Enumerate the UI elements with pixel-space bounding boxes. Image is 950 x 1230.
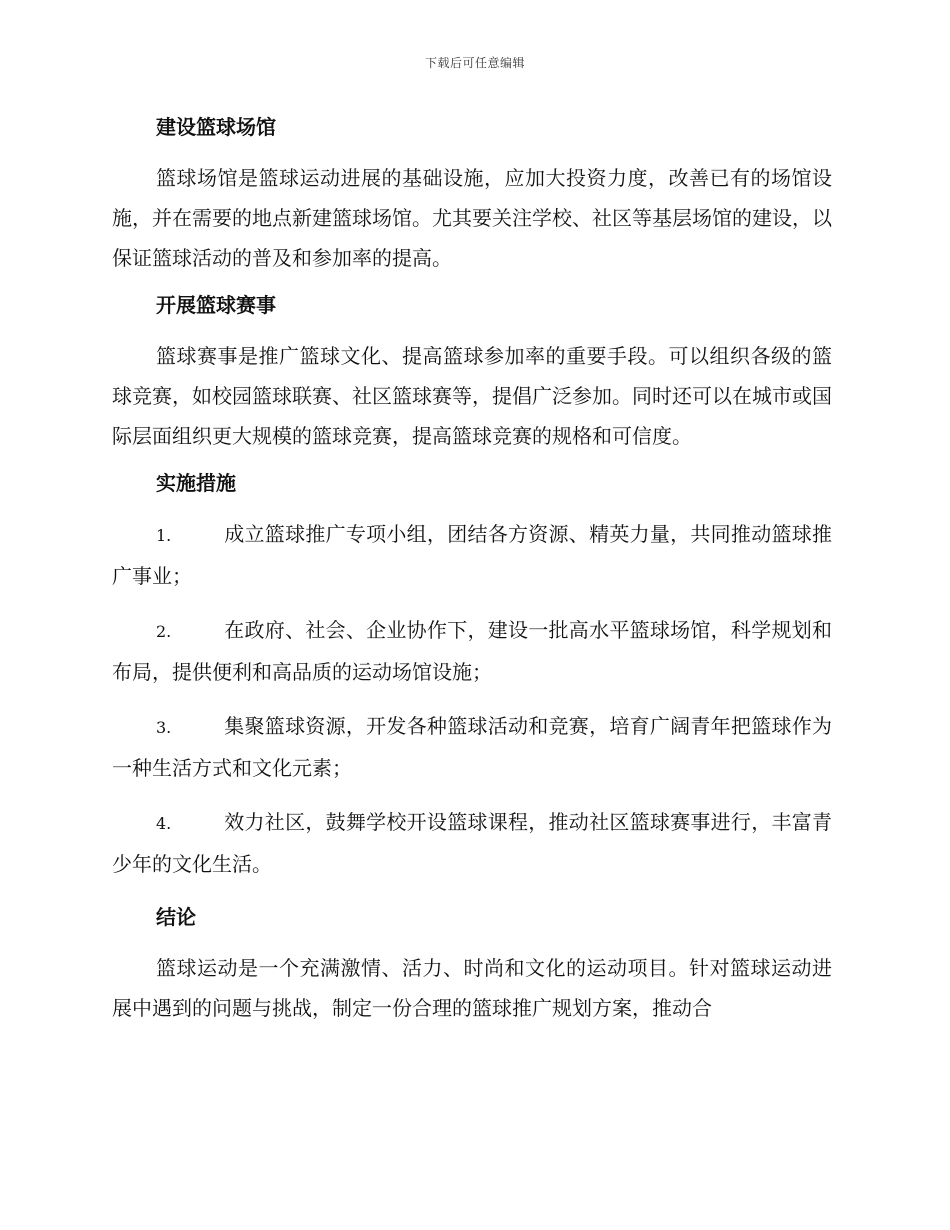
section-paragraph-events: 篮球赛事是推广篮球文化、提高篮球参加率的重要手段。可以组织各级的篮球竞赛，如校园篮球联赛、社区篮球赛等，提倡广泛参加。同时还可以在城市或国际层面组织更大规模的篮球竞赛，提高篮球竞赛的规格和可信度。 (112, 344, 832, 448)
list-item (112, 706, 832, 788)
list-item-number: 4. (156, 814, 172, 833)
list-item-text: 成立篮球推广专项小组，团结各方资源、精英力量，共同推动篮球推广事业； (112, 522, 832, 588)
section-heading-conclusion: 结论 (156, 905, 196, 929)
list-item-number: 2. (156, 622, 172, 641)
list-item-number: 3. (156, 718, 172, 737)
section-paragraph-venue: 篮球场馆是篮球运动进展的基础设施，应加大投资力度，改善已有的场馆设施，并在需要的地点新建篮球场馆。尤其要关注学校、社区等基层场馆的建设，以保证篮球活动的普及和参加率的提高。 (112, 166, 832, 270)
list-item (112, 514, 832, 596)
section-heading-measures: 实施措施 (156, 471, 236, 495)
list-item-text: 集聚篮球资源，开发各种篮球活动和竞赛，培育广阔青年把篮球作为一种生活方式和文化元素； (112, 714, 832, 780)
list-item-number: 1. (156, 526, 172, 545)
section-heading-venue: 建设篮球场馆 (156, 115, 276, 139)
list-item (112, 802, 832, 884)
page-header-note: 下载后可任意编辑 (424, 56, 525, 70)
document-body (112, 108, 832, 1036)
list-item-text: 效力社区，鼓舞学校开设篮球课程，推动社区篮球赛事进行，丰富青少年的文化生活。 (112, 810, 832, 876)
section-paragraph-conclusion: 篮球运动是一个充满激情、活力、时尚和文化的运动项目。针对篮球运动进展中遇到的问题与挑战，制定一份合理的篮球推广规划方案，推动合 (112, 956, 832, 1020)
list-item (112, 610, 832, 692)
list-item-text: 在政府、社会、企业协作下，建设一批高水平篮球场馆，科学规划和布局，提供便利和高品质的运动场馆设施； (112, 618, 832, 684)
section-heading-events: 开展篮球赛事 (156, 293, 276, 317)
